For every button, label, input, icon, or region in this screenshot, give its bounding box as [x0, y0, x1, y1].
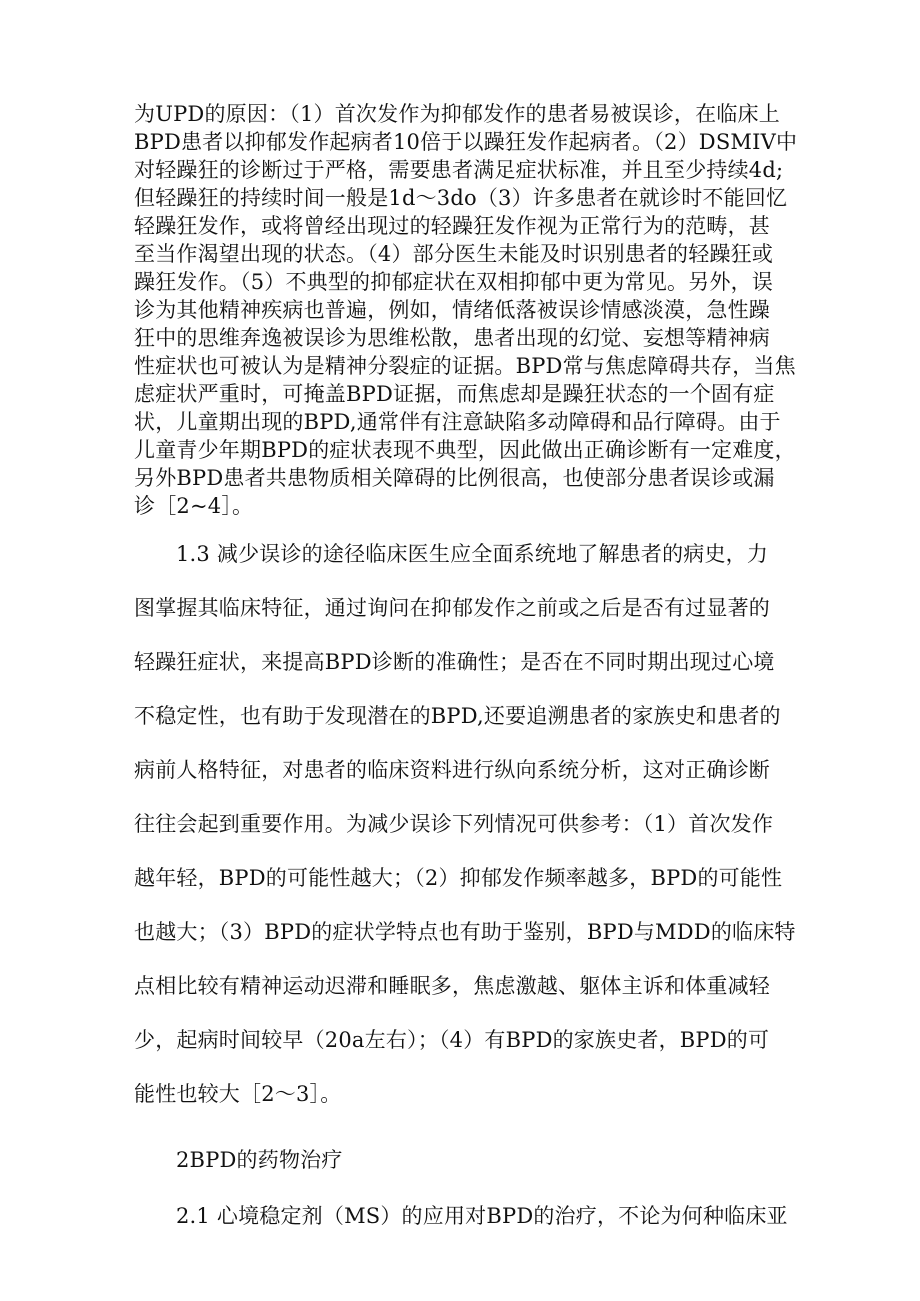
paragraph-line: 点相比较有精神运动迟滞和睡眠多，焦虑激越、躯体主诉和体重减轻	[134, 974, 770, 998]
paragraph-line: 越年轻，BPD的可能性越大；（2）抑郁发作频率越多，BPD的可能性	[134, 866, 783, 890]
heading-text: 2BPD的药物治疗	[176, 1148, 343, 1172]
paragraph-line: 不稳定性，也有助于发现潜在的BPD,还要追溯患者的家族史和患者的	[134, 704, 781, 728]
paragraph-line: 性症状也可被认为是精神分裂症的证据。BPD常与焦虑障碍共存，当焦	[134, 354, 796, 378]
paragraph-line: 状，儿童期出现的BPD,通常伴有注意缺陷多动障碍和品行障碍。由于	[134, 410, 781, 434]
paragraph-line: 轻躁狂症状，来提高BPD诊断的准确性；是否在不同时期出现过心境	[134, 650, 775, 674]
paragraph-line: 但轻躁狂的持续时间一般是1d～3do（3）许多患者在就诊时不能回忆	[134, 186, 788, 210]
paragraph-line: 能性也较大［2～3］。	[134, 1082, 342, 1106]
paragraph-line: 轻躁狂发作，或将曾经出现过的轻躁狂发作视为正常行为的范畴，甚	[134, 214, 770, 238]
paragraph-line: BPD患者以抑郁发作起病者10倍于以躁狂发作起病者。（2）DSMIV中	[134, 130, 798, 154]
paragraph-line: 2.1 心境稳定剂（MS）的应用对BPD的治疗，不论为何种临床亚	[176, 1204, 788, 1228]
paragraph-line: 狂中的思维奔逸被误诊为思维松散，患者出现的幻觉、妄想等精神病	[134, 326, 770, 350]
paragraph-line: 诊为其他精神疾病也普遍，例如，情绪低落被误诊情感淡漠，急性躁	[134, 298, 770, 322]
paragraph-line: 虑症状严重时，可掩盖BPD证据，而焦虑却是躁狂状态的一个固有症	[134, 382, 775, 406]
paragraph-line: 诊［2~4］。	[134, 494, 254, 518]
paragraph-line: 也越大；（3）BPD的症状学特点也有助于鉴别，BPD与MDD的临床特	[134, 920, 796, 944]
paragraph-line: 少，起病时间较早（20a左右）；（4）有BPD的家族史者，BPD的可	[134, 1028, 770, 1052]
paragraph-line: 至当作渴望出现的状态。（4）部分医生未能及时识别患者的轻躁狂或	[134, 242, 774, 266]
paragraph-line: 为UPD的原因：（1）首次发作为抑郁发作的患者易被误诊，在临床上	[134, 102, 780, 126]
paragraph-line: 对轻躁狂的诊断过于严格，需要患者满足症状标准，并且至少持续4d;	[134, 158, 784, 182]
paragraph-line: 儿童青少年期BPD的症状表现不典型，因此做出正确诊断有一定难度，	[134, 438, 796, 462]
paragraph-line: 1.3 减少误诊的途径临床医生应全面系统地了解患者的病史，力	[176, 542, 769, 566]
paragraph-line: 图掌握其临床特征，通过询问在抑郁发作之前或之后是否有过显著的	[134, 596, 770, 620]
paragraph-line: 病前人格特征，对患者的临床资料进行纵向系统分析，这对正确诊断	[134, 758, 770, 782]
paragraph-line: 躁狂发作。（5）不典型的抑郁症状在双相抑郁中更为常见。另外，误	[134, 270, 774, 294]
paragraph-line: 往往会起到重要作用。为减少误诊下列情况可供参考：（1）首次发作	[134, 812, 774, 836]
paragraph-line: 另外BPD患者共患物质相关障碍的比例很高，也使部分患者误诊或漏	[134, 466, 775, 490]
